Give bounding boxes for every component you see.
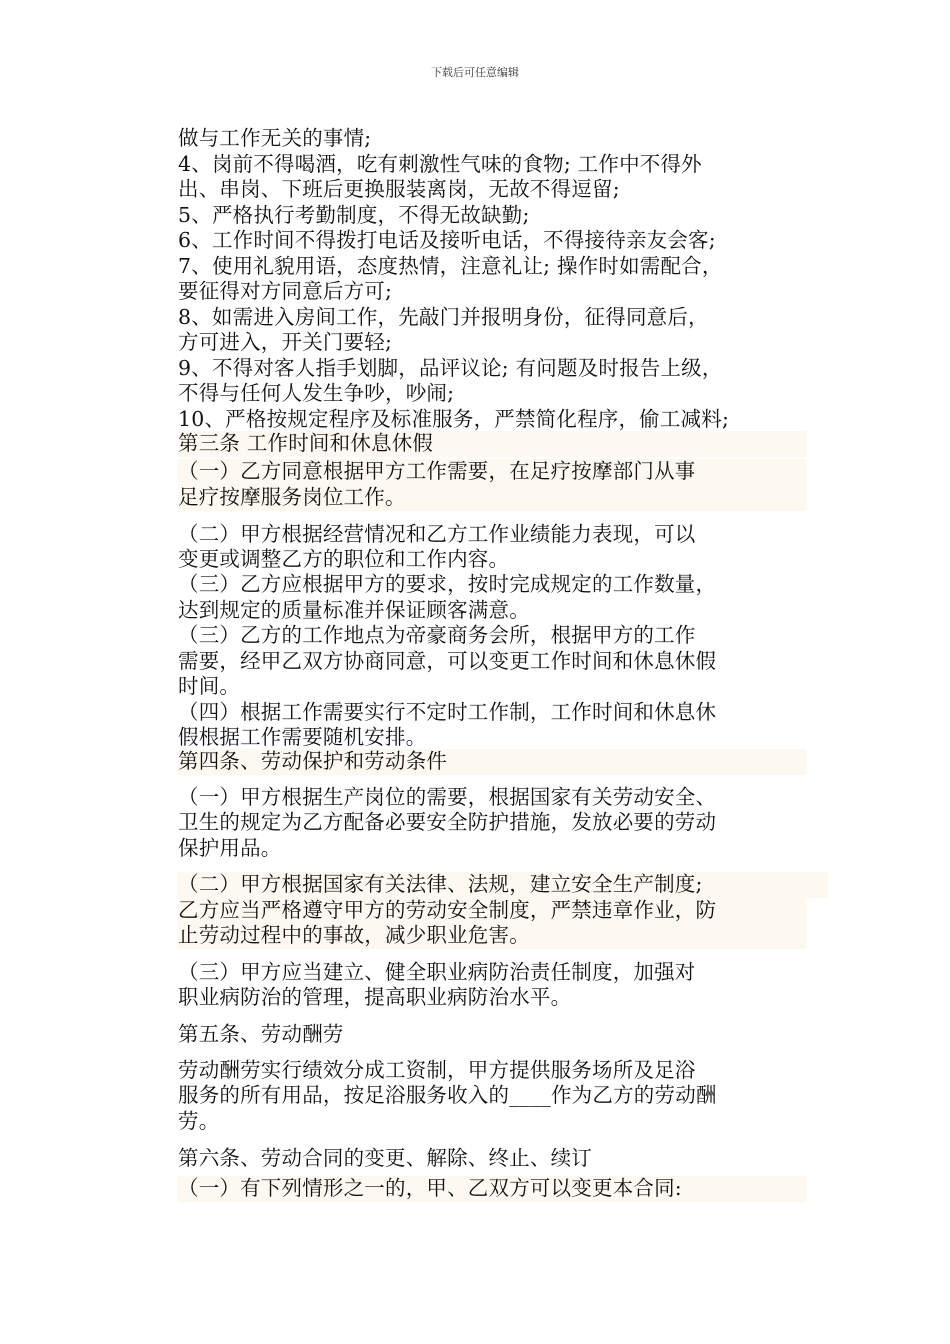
text-line: 足疗按摩服务岗位工作。	[178, 485, 806, 511]
text-line: （一）乙方同意根据甲方工作需要，在足疗按摩部门从事	[178, 459, 806, 485]
text-line: 6、工作时间不得拨打电话及接听电话，不得接待亲友会客;	[178, 228, 716, 252]
text-line: 变更或调整乙方的职位和工作内容。	[178, 547, 510, 571]
text-line: 达到规定的质量标准并保证顾客满意。	[178, 598, 530, 622]
text-line: （三）乙方应根据甲方的要求，按时完成规定的工作数量，	[178, 572, 717, 596]
text-line: （三）乙方的工作地点为帝豪商务会所，根据甲方的工作	[178, 623, 696, 647]
text-line: 要征得对方同意后方可;	[178, 279, 393, 303]
text-line: 止劳动过程中的事故，减少职业危害。	[178, 923, 806, 949]
text-line: 4、岗前不得喝酒，吃有刺激性气味的食物; 工作中不得外	[178, 152, 702, 176]
text-line: 7、使用礼貌用语，态度热情，注意礼让; 操作时如需配合，	[178, 254, 723, 278]
section-heading: 第三条 工作时间和休息休假	[178, 431, 806, 457]
text-line: 保护用品。	[178, 836, 282, 860]
text-line: （四）根据工作需要实行不定时工作制，工作时间和休息休	[178, 700, 717, 724]
text-line: （二）甲方根据经营情况和乙方工作业绩能力表现，可以	[178, 522, 696, 546]
text-line: （二）甲方根据国家有关法律、法规，建立安全生产制度;	[178, 872, 828, 898]
text-line: （三）甲方应当建立、健全职业病防治责任制度，加强对	[178, 960, 696, 984]
text-line: 8、如需进入房间工作，先敲门并报明身份，征得同意后，	[178, 305, 709, 329]
text-line: 5、严格执行考勤制度，不得无故缺勤;	[178, 203, 530, 227]
text-line: 假根据工作需要随机安排。	[178, 725, 427, 749]
text-line: 不得与任何人发生争吵，吵闹;	[178, 381, 455, 405]
page-header: 下载后可任意编辑	[431, 66, 519, 79]
section-heading: 第六条、劳动合同的变更、解除、终止、续订	[178, 1146, 592, 1170]
text-line: 10、严格按规定程序及标准服务，严禁简化程序，偷工减料;	[178, 407, 730, 431]
text-line: （一）甲方根据生产岗位的需要，根据国家有关劳动安全、	[178, 785, 717, 809]
text-line: 乙方应当严格遵守甲方的劳动安全制度，严禁违章作业，防	[178, 898, 806, 924]
text-line: 劳。	[178, 1109, 220, 1133]
text-line: 做与工作无关的事情;	[178, 126, 372, 150]
text-line: 时间。	[178, 674, 241, 698]
text-line: （一）有下列情形之一的，甲、乙双方可以变更本合同:	[178, 1176, 806, 1202]
text-line: 服务的所有用品，按足浴服务收入的____作为乙方的劳动酬	[178, 1083, 717, 1107]
section-heading: 第五条、劳动酬劳	[178, 1022, 344, 1046]
text-line: 需要，经甲乙双方协商同意，可以变更工作时间和休息休假	[178, 649, 717, 673]
text-line: 出、串岗、下班后更换服装离岗，无故不得逗留;	[178, 177, 620, 201]
text-line: 卫生的规定为乙方配备必要安全防护措施，发放必要的劳动	[178, 810, 717, 834]
section-heading: 第四条、劳动保护和劳动条件	[178, 749, 806, 775]
text-line: 9、不得对客人指手划脚，品评议论; 有问题及时报告上级，	[178, 356, 723, 380]
text-line: 职业病防治的管理，提高职业病防治水平。	[178, 985, 572, 1009]
text-line: 方可进入，开关门要轻;	[178, 330, 393, 354]
text-line: 劳动酬劳实行绩效分成工资制，甲方提供服务场所及足浴	[178, 1058, 696, 1082]
